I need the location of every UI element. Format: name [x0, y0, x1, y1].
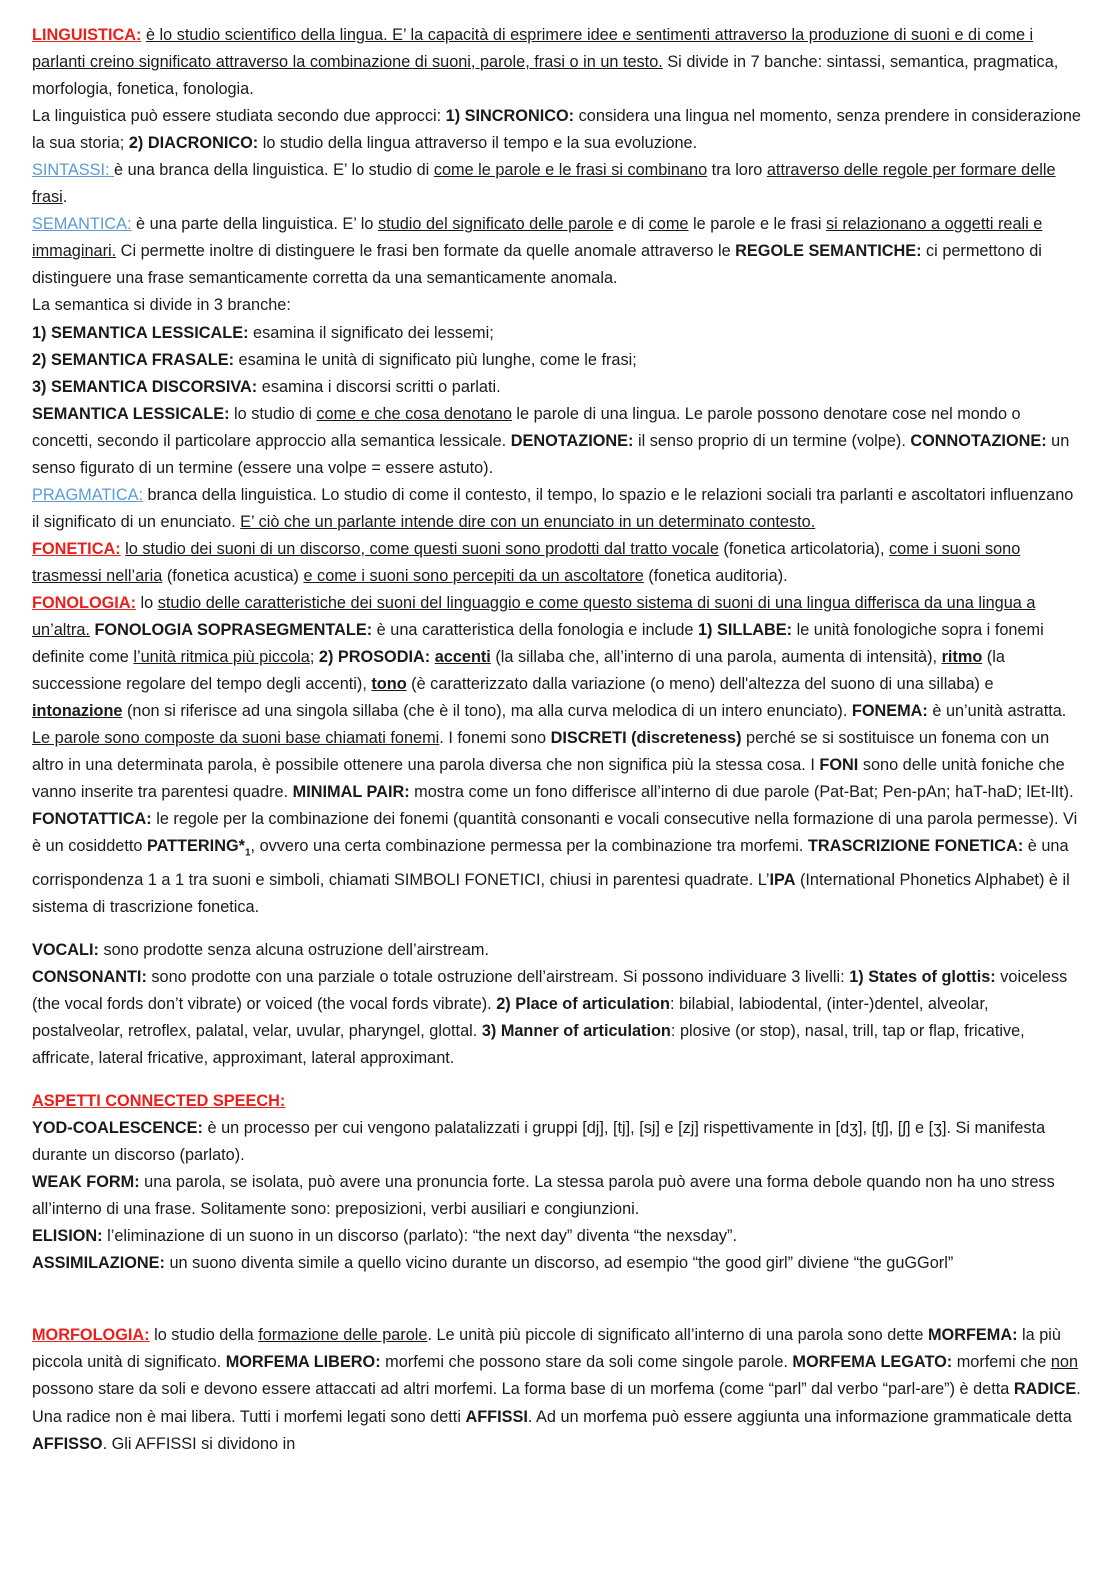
paragraph-yod [32, 1115, 1084, 1169]
term: SEMANTICA LESSICALE: [32, 404, 230, 423]
term: WEAK FORM: [32, 1173, 140, 1192]
underlined-text: come [648, 215, 689, 234]
term: CONNOTAZIONE: [910, 431, 1047, 450]
text: la più piccola unità di significato. [32, 1326, 1061, 1372]
paragraph-sintassi [32, 157, 1084, 211]
spacer [32, 1277, 1084, 1322]
text: è una caratteristica della fonologia e include [372, 621, 698, 640]
paragraph-pragmatica [32, 482, 1084, 536]
text: (fonetica articolatoria), [718, 539, 890, 558]
term-regole-semantiche: REGOLE SEMANTICHE: [735, 242, 922, 261]
text: Si divide in 7 banche: sintassi, semantica, pragmatica, morfologia, fonetica, fonologia. [32, 53, 1059, 99]
term: 2) SEMANTICA FRASALE: [32, 350, 235, 369]
heading-semantica: SEMANTICA: [32, 215, 132, 234]
term: tono [371, 675, 407, 694]
term: VOCALI: [32, 940, 99, 959]
paragraph-assimilazione [32, 1250, 1084, 1277]
text: considera una lingua nel momento, senza prendere in considerazione la sua storia; [32, 107, 1081, 153]
text: è una branca della linguistica. E’ lo studio di [114, 161, 434, 180]
underlined-text: è lo studio scientifico della lingua. E’ la capacità di esprimere idee e sentimenti attraverso la produzione di suoni e di come i parlanti creino significato attraverso la combinazione di suoni, parole, frasi o in un testo. [32, 26, 1034, 72]
heading-connected-speech [32, 1088, 1084, 1115]
text: una parola, se isolata, può avere una pronuncia forte. La stessa parola può avere una forma debole quando non ha uno stress all’interno di una frase. Solitamente sono: preposizioni, verbi ausiliari e congiunzioni. [32, 1173, 1055, 1219]
text: lo [136, 593, 158, 612]
paragraph-consonanti [32, 964, 1084, 1072]
term: 1) States of glottis: [849, 967, 996, 986]
text: le parole e le frasi [688, 215, 827, 234]
heading-fonetica: FONETICA: [32, 539, 121, 558]
text: . I fonemi sono [439, 729, 551, 748]
underlined-text: l’unità ritmica più piccola [133, 648, 310, 667]
text: ; [309, 648, 319, 667]
term: PATTERING* [146, 837, 245, 856]
text: tra loro [707, 161, 767, 180]
text: morfemi che [952, 1353, 1051, 1372]
text: . Una radice non è mai libera. Tutti i morfemi legati sono detti [32, 1380, 1081, 1426]
underlined-text: si relazionano a oggetti reali e immaginari. [32, 215, 1043, 261]
heading-sintassi: SINTASSI: [32, 161, 115, 180]
paragraph-semantica-lessicale [32, 401, 1084, 482]
term: FONOLOGIA SOPRASEGMENTALE: [94, 621, 373, 640]
text: esamina i discorsi scritti o parlati. [257, 377, 501, 396]
term: intonazione [32, 702, 123, 721]
text: è un processo per cui vengono palatalizzati i gruppi [dj], [tj], [sj] e [zj] rispettivamente in [dʒ], [tʃ], [ʃ] e [ʒ]. Si manifesta durante un discorso (parlato). [32, 1119, 1046, 1165]
text: . Gli AFFISSI si dividono in [102, 1434, 296, 1453]
text: il senso proprio di un termine (volpe). [633, 431, 911, 450]
spacer [32, 921, 1084, 937]
text: perché se si sostituisce un fonema con un altro in una determinata parola, è possibile ottenere una parola diversa che non significa più la stessa cosa. I [32, 729, 1050, 775]
paragraph-weak-form [32, 1169, 1084, 1223]
term: 2) Place of articulation [496, 994, 670, 1013]
text: (la sillaba che, all’interno di una parola, aumenta di intensità), [490, 648, 942, 667]
underlined-text: come le parole e le frasi si combinano [433, 161, 708, 180]
term: FONI [819, 756, 859, 775]
underlined-text: e come i suoni sono percepiti da un ascoltatore [303, 566, 644, 585]
term: IPA [769, 870, 796, 889]
term: ELISION: [32, 1227, 103, 1246]
term: DENOTAZIONE: [510, 431, 634, 450]
underlined-text: non [1050, 1353, 1079, 1372]
text: è una parte della linguistica. E’ lo [131, 215, 378, 234]
term: RADICE [1013, 1380, 1077, 1399]
text: : plosive (or stop), nasal, trill, tap or flap, fricative, affricate, lateral fricative, approximant, lateral approximant. [32, 1021, 1025, 1067]
term: YOD-COALESCENCE: [32, 1119, 203, 1138]
text: (International Phonetics Alphabet) è il sistema di trascrizione fonetica. [32, 870, 1070, 916]
text: è un’unità astratta. [927, 702, 1067, 721]
text: La linguistica può essere studiata secondo due approcci: [32, 107, 446, 126]
text: mostra come un fono differisce all’interno di due parole (Pat-Bat; Pen-pAn; haT-haD; lEt-lIt). [409, 783, 1074, 802]
list-item [32, 374, 1084, 401]
text: : bilabial, labiodental, (inter-)dentel, alveolar, postalveolar, retroflex, palatal, velar, uvular, pharyngel, glottal. [32, 994, 989, 1040]
heading-linguistica: LINGUISTICA: [32, 26, 142, 44]
footnote-marker: 1 [244, 847, 251, 859]
text: (non si riferisce ad una singola sillaba (che è il tono), ma alla curva melodica di un intero enunciato). [122, 702, 852, 721]
term: MINIMAL PAIR: [292, 783, 410, 802]
paragraph-branche-intro: La semantica si divide in 3 branche: [32, 296, 291, 315]
paragraph-morfologia [32, 1322, 1084, 1457]
underlined-text: Le parole sono composte da suoni base chiamati fonemi [32, 729, 440, 748]
text: (è caratterizzato dalla variazione (o meno) dell'altezza del suono di una sillaba) e [406, 675, 994, 694]
term: 2) PROSODIA: [318, 648, 431, 667]
text: un senso figurato di un termine (essere una volpe = essere astuto). [32, 431, 1070, 477]
term: CONSONANTI: [32, 967, 147, 986]
term: MORFEMA LIBERO: [225, 1353, 381, 1372]
text: Ci permette inoltre di distinguere le frasi ben formate da quelle anomale attraverso le [116, 242, 736, 261]
text: sono prodotte con una parziale o totale ostruzione dell’airstream. Si possono individuare 3 livelli: [146, 967, 850, 986]
term: 1) SILLABE: [698, 621, 793, 640]
term: MORFEMA: [927, 1326, 1018, 1345]
underlined-text: come i suoni sono trasmessi nell’aria [32, 539, 1021, 585]
text: , ovvero una certa combinazione permessa per la combinazione tra morfemi. [250, 837, 808, 856]
term: 3) SEMANTICA DISCORSIVA: [32, 377, 258, 396]
text: sono prodotte senza alcuna ostruzione dell’airstream. [98, 940, 490, 959]
term: FONEMA: [851, 702, 928, 721]
text: (fonetica auditoria). [643, 566, 788, 585]
text: un suono diventa simile a quello vicino durante un discorso, ad esempio “the good girl” diviene “the guGGorl” [164, 1254, 954, 1273]
text: lo studio della lingua attraverso il tempo e la sua evoluzione. [258, 134, 698, 153]
paragraph-fonologia [32, 590, 1084, 921]
term: ritmo [941, 648, 983, 667]
text: le regole per la combinazione dei fonemi (quantità consonanti e vocali consecutive nella formazione di una parola permesse). Vi è un cosiddetto [32, 810, 1078, 856]
term: ASSIMILAZIONE: [32, 1254, 165, 1273]
heading-fonologia: FONOLOGIA: [32, 593, 137, 612]
term: 1) SEMANTICA LESSICALE: [32, 323, 249, 342]
text: (fonetica acustica) [162, 566, 304, 585]
text: ci permettono di distinguere una frase semanticamente corretta da una semanticamente anomala. [32, 242, 1042, 288]
underlined-text: E’ ciò che un parlante intende dire con un enunciato in un determinato contesto. [240, 512, 816, 531]
text: branca della linguistica. Lo studio di come il contesto, il tempo, lo spazio e le relazioni sociali tra parlanti e ascoltatori influenzano il significato di un enunciato. [32, 485, 1074, 531]
text: (la successione regolare del tempo degli accenti), [32, 648, 1005, 694]
underlined-text: come e che cosa denotano [316, 404, 512, 423]
spacer [32, 1072, 1084, 1088]
paragraph-semantica [32, 211, 1084, 292]
term: MORFEMA LEGATO: [792, 1353, 953, 1372]
text: . Le unità più piccole di significato all’interno di una parola sono dette [427, 1326, 928, 1345]
term: AFFISSO [32, 1434, 103, 1453]
underlined-text: lo studio dei suoni di un discorso, come questi suoni sono prodotti dal tratto vocale [125, 539, 719, 558]
text: possono stare da soli e devono essere attaccati ad altri morfemi. La forma base di un morfema (come “parl” dal verbo “parl-are”) è detta [32, 1380, 1014, 1399]
term: accenti [434, 648, 491, 667]
text: sono delle unità foniche che vanno inserite tra parentesi quadre. [32, 756, 1065, 802]
term: 3) Manner of articulation [481, 1021, 671, 1040]
text: voiceless (the vocal fords don’t vibrate) or voiced (the vocal fords vibrate). [32, 967, 1068, 1013]
underlined-text: attraverso delle regole per formare delle frasi [32, 161, 1056, 207]
text: le unità fonologiche sopra i fonemi definite come [32, 621, 1044, 667]
paragraph-vocali [32, 937, 1084, 964]
text: . [62, 188, 68, 207]
heading-text: ASPETTI CONNECTED SPEECH: [32, 1092, 286, 1111]
text: esamina il significato dei lessemi; [248, 323, 494, 342]
document-page [32, 22, 1084, 1458]
text: lo studio della [149, 1326, 259, 1345]
underlined-text: studio del significato delle parole [378, 215, 614, 234]
term: DISCRETI (discreteness) [550, 729, 742, 748]
term-sincronico: 1) SINCRONICO: [445, 107, 575, 126]
text: e di [613, 215, 649, 234]
paragraph-fonetica [32, 536, 1084, 590]
text: l’eliminazione di un suono in un discorso (parlato): “the next day” diventa “the nexsday”. [102, 1227, 737, 1246]
term-diacronico: 2) DIACRONICO: [128, 134, 259, 153]
paragraph-approcci [32, 103, 1084, 157]
list-item [32, 347, 1084, 374]
underlined-text: formazione delle parole [258, 1326, 428, 1345]
text: . Ad un morfema può essere aggiunta una informazione grammaticale detta [527, 1407, 1072, 1426]
text: morfemi che possono stare da soli come singole parole. [380, 1353, 793, 1372]
text: è una corrispondenza 1 a 1 tra suoni e simboli, chiamati SIMBOLI FONETICI, chiusi in parentesi quadrate. L’ [32, 837, 1069, 889]
term: TRASCRIZIONE FONETICA: [807, 837, 1024, 856]
term: FONOTATTICA: [32, 810, 152, 829]
text: le parole di una lingua. Le parole possono denotare cose nel mondo o concetti, secondo il particolare approccio alla semantica lessicale. [32, 404, 1021, 450]
text: esamina le unità di significato più lunghe, come le frasi; [234, 350, 637, 369]
paragraph-elision [32, 1223, 1084, 1250]
heading-morfologia: MORFOLOGIA: [32, 1326, 150, 1345]
term: AFFISSI [465, 1407, 528, 1426]
heading-pragmatica: PRAGMATICA: [32, 485, 143, 504]
underlined-text: studio delle caratteristiche dei suoni del linguaggio e come questo sistema di suoni di una lingua differisca da una lingua a un’altra. [32, 593, 1036, 640]
text: lo studio di [229, 404, 317, 423]
list-item [32, 320, 1084, 347]
paragraph-linguistica [32, 22, 1084, 103]
